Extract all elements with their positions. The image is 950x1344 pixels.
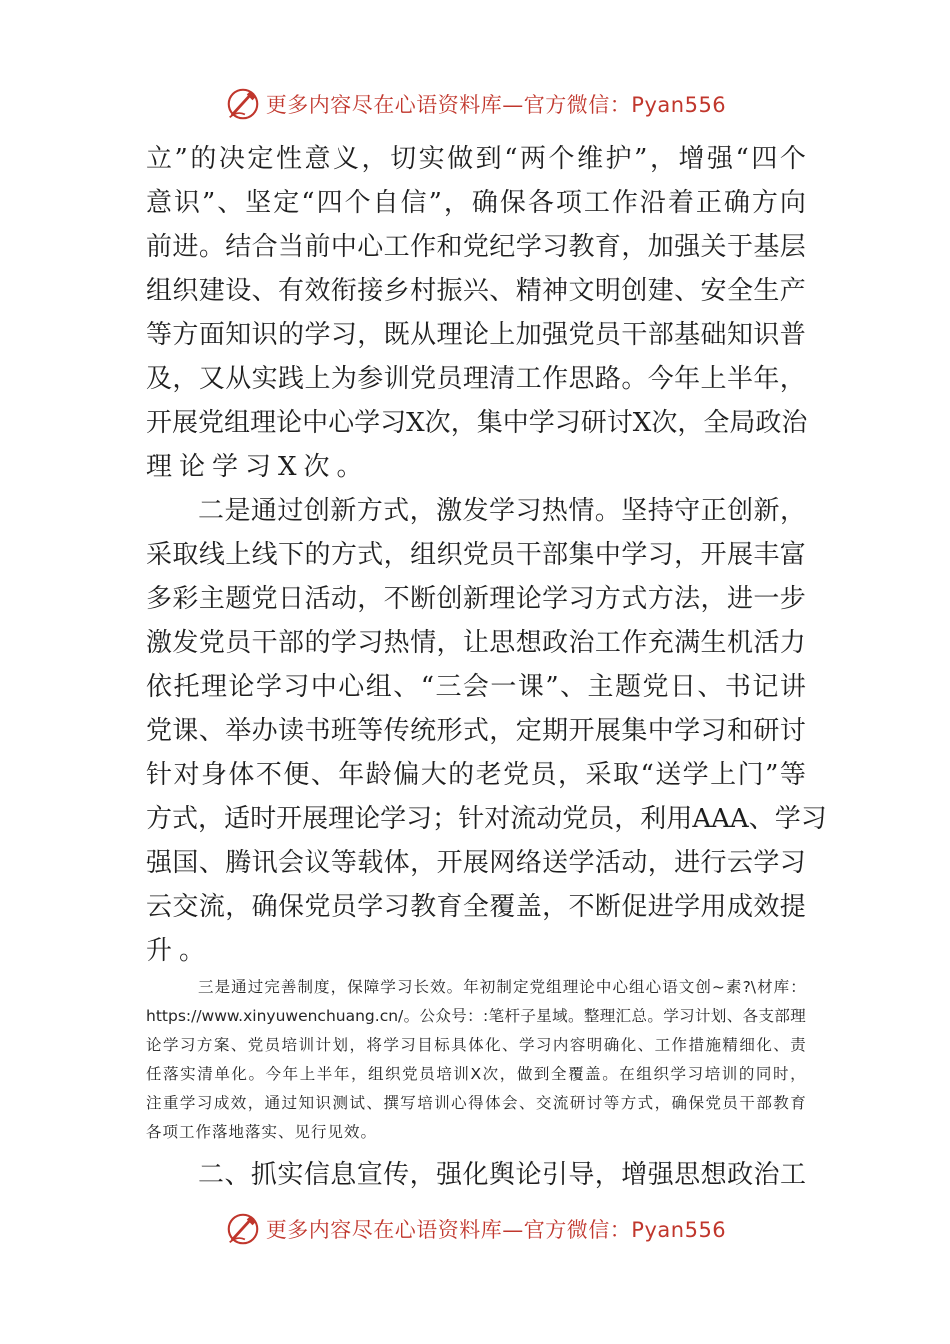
watermark-banner-bottom	[0, 1207, 950, 1251]
watermark-text: 更多内容尽在心语资料库—官方微信：Pyan556	[265, 93, 727, 117]
body-line: 开 展 党 组 理 论 中 心 学 习 X 次 ， 集 中 学 习 研 讨 X 次 ， 全 局 政 治	[146, 408, 808, 438]
body-line: 党 课 、 举 办 读 书 班 等 传 统 形 式 ， 定 期 开 展 集 中 学 习 和 研 讨	[146, 716, 806, 746]
body-line: 云 交 流 ， 确 保 党 员 学 习 教 育 全 覆 盖 ， 不 断 促 进 学 用 成 效 提	[146, 892, 806, 922]
watermark-banner-top	[0, 82, 950, 126]
small-text-line: 三 是 通 过 完 善 制 度 ， 保 障 学 习 长 效 。 年 初 制 定 党 组 理 论 中 心 组 心 语 文 创 ~ 素 ?\ 材 库 ：	[198, 978, 806, 996]
body-line: 等 方 面 知 识 的 学 习 ， 既 从 理 论 上 加 强 党 员 干 部 基 础 知 识 普	[146, 320, 806, 350]
body-line: 依 托 理 论 学 习 中 心 组 、 “ 三 会 一 课 ” 、 主 题 党 日 、 书 记 讲	[146, 672, 806, 702]
body-line: 二 是 通 过 创 新 方 式 ， 激 发 学 习 热 情 。 坚 持 守 正 创 新 ，	[198, 496, 806, 526]
body-line: 强 国 、 腾 讯 会 议 等 载 体 ， 开 展 网 络 送 学 活 动 ， 进 行 云 学 习	[146, 848, 806, 878]
small-text-line: 注 重 学 习 成 效 ， 通 过 知 识 测 试 、 撰 写 培 训 心 得 体 会 、 交 流 研 讨 等 方 式 ， 确 保 党 员 干 部 教 育	[146, 1094, 806, 1112]
section-heading: 二 、 抓 实 信 息 宣 传 ， 强 化 舆 论 引 导 ， 增 强 思 想 政 治 工	[198, 1160, 806, 1190]
pen-logo-icon	[224, 85, 262, 123]
body-line: 理论学习X次。	[146, 452, 370, 482]
body-line: 升。	[146, 936, 213, 966]
body-line: 意 识 ” 、 坚 定 “ 四 个 自 信 ” ， 确 保 各 项 工 作 沿 着 正 确 方 向	[146, 188, 806, 218]
body-line: 前 进 。 结 合 当 前 中 心 工 作 和 党 纪 学 习 教 育 ， 加 强 关 于 基 层	[146, 232, 806, 262]
body-line: 针 对 身 体 不 便 、 年 龄 偏 大 的 老 党 员 ， 采 取 “ 送 学 上 门 ” 等	[146, 760, 806, 790]
small-text-line: 论 学 习 方 案 、 党 员 培 训 计 划 ， 将 学 习 目 标 具 体 化 、 学 习 内 容 明 确 化 、 工 作 措 施 精 细 化 、 责	[146, 1036, 806, 1054]
pen-logo-icon	[224, 1210, 262, 1248]
body-line: 立 ” 的 决 定 性 意 义 ， 切 实 做 到 “ 两 个 维 护 ” ， 增 强 “ 四 个	[146, 144, 806, 174]
watermark-text: 更多内容尽在心语资料库—官方微信：Pyan556	[265, 1218, 727, 1242]
body-line: 方 式 ， 适 时 开 展 理 论 学 习 ； 针 对 流 动 党 员 ， 利 用 AAA 、 学 习	[146, 804, 827, 834]
body-line: 采 取 线 上 线 下 的 方 式 ， 组 织 党 员 干 部 集 中 学 习 ， 开 展 丰 富	[146, 540, 806, 570]
small-text-line: https://www.xinyuwenchuang.cn/ 。 公 众 号 ： : 笔 杆 子 星 域 。 整 理 汇 总 。 学 习 计 划 、 各 支 部 理	[146, 1007, 806, 1025]
small-text-line: 任 落 实 清 单 化 。 今 年 上 半 年 ， 组 织 党 员 培 训 X 次 ， 做 到 全 覆 盖 。 在 组 织 学 习 培 训 的 同 时 ，	[146, 1065, 806, 1083]
body-line: 多 彩 主 题 党 日 活 动 ， 不 断 创 新 理 论 学 习 方 式 方 法 ， 进 一 步	[146, 584, 806, 614]
body-line: 组 织 建 设 、 有 效 衔 接 乡 村 振 兴 、 精 神 文 明 创 建 、 安 全 生 产	[146, 276, 806, 306]
body-line: 及 ， 又 从 实 践 上 为 参 训 党 员 理 清 工 作 思 路 。 今 年 上 半 年 ，	[146, 364, 806, 394]
small-text-line: 各项工作落地落实、见行见效。	[146, 1123, 378, 1141]
body-line: 激 发 党 员 干 部 的 学 习 热 情 ， 让 思 想 政 治 工 作 充 满 生 机 活 力	[146, 628, 806, 658]
